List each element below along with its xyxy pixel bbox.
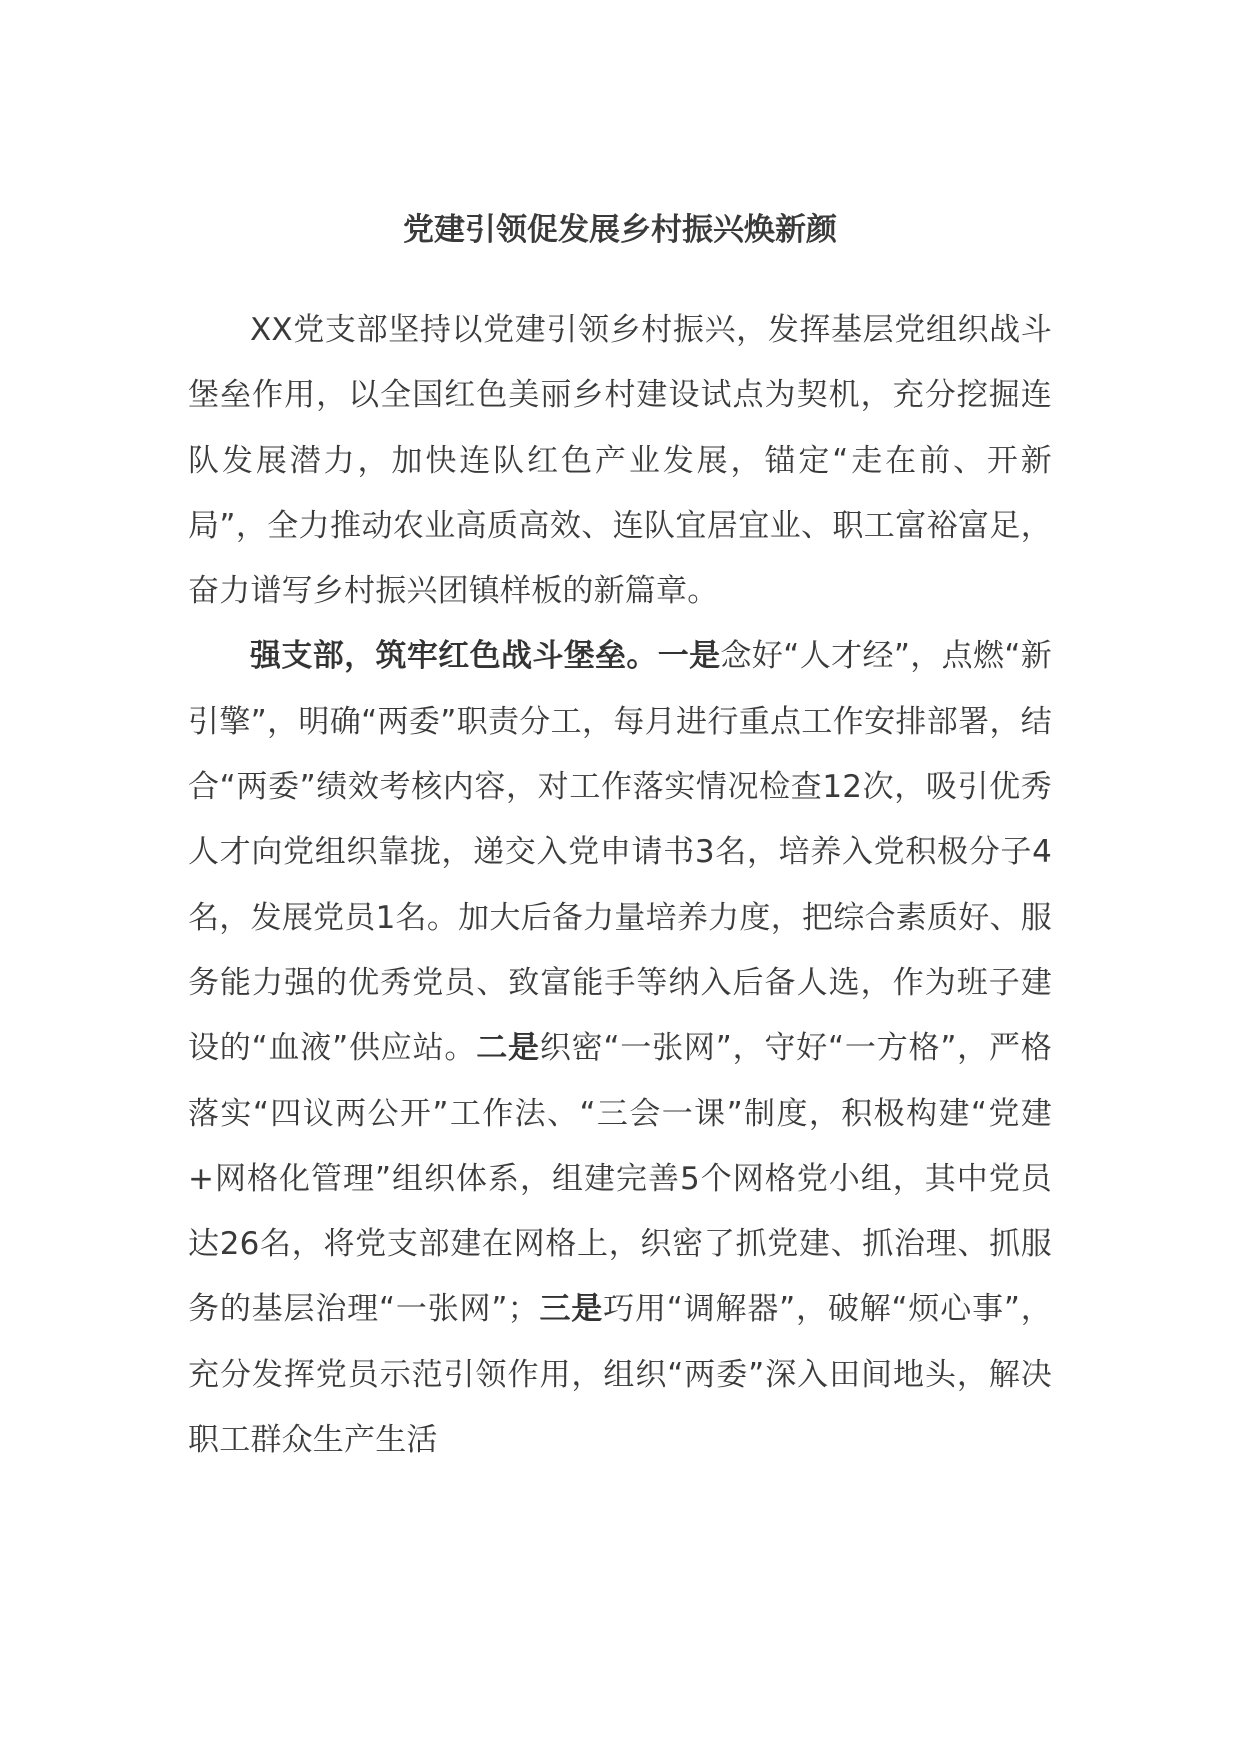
point-marker-three: 三是 xyxy=(538,1291,604,1328)
paragraph-text: 巧用“调解器”，破解“烦心事”，充分发挥党员示范引领作用，组织“两委”深入田间地头，解决职工群众生产生活 xyxy=(188,1291,1052,1459)
paragraph-intro xyxy=(188,298,1052,624)
paragraph-strengthen-branch xyxy=(188,624,1052,1473)
point-marker-one: 一是 xyxy=(657,638,721,675)
point-marker-two: 二是 xyxy=(476,1030,540,1067)
document-body xyxy=(188,298,1052,1473)
paragraph-text: 织密“一张网”，守好“一方格”，严格落实“四议两公开”工作法、“三会一课”制度，积极构建“党建+网格化管理”组织体系，组建完善5个网格党小组，其中党员达26名，将党支部建在网格上，织密了抓党建、抓治理、抓服务的基层治理“一张网”； xyxy=(188,1030,1052,1328)
paragraph-text: XX党支部坚持以党建引领乡村振兴，发挥基层党组织战斗堡垒作用，以全国红色美丽乡村建设试点为契机，充分挖掘连队发展潜力，加快连队红色产业发展，锚定“走在前、开新局”，全力推动农业高质高效、连队宜居宜业、职工富裕富足，奋力谱写乡村振兴团镇样板的新篇章。 xyxy=(188,312,1052,610)
paragraph-text: 念好“人才经”，点燃“新引擎”，明确“两委”职责分工，每月进行重点工作安排部署，结合“两委”绩效考核内容，对工作落实情况检查12次，吸引优秀人才向党组织靠拢，递交入党申请书3名，培养入党积极分子4名，发展党员1名。加大后备力量培养力度，把综合素质好、服务能力强的优秀党员、致富能手等纳入后备人选，作为班子建设的“血液”供应站。 xyxy=(188,638,1052,1067)
document-title: 党建引领促发展乡村振兴焕新颜 xyxy=(403,212,837,248)
section-heading: 强支部，筑牢红色战斗堡垒。 xyxy=(250,638,658,675)
